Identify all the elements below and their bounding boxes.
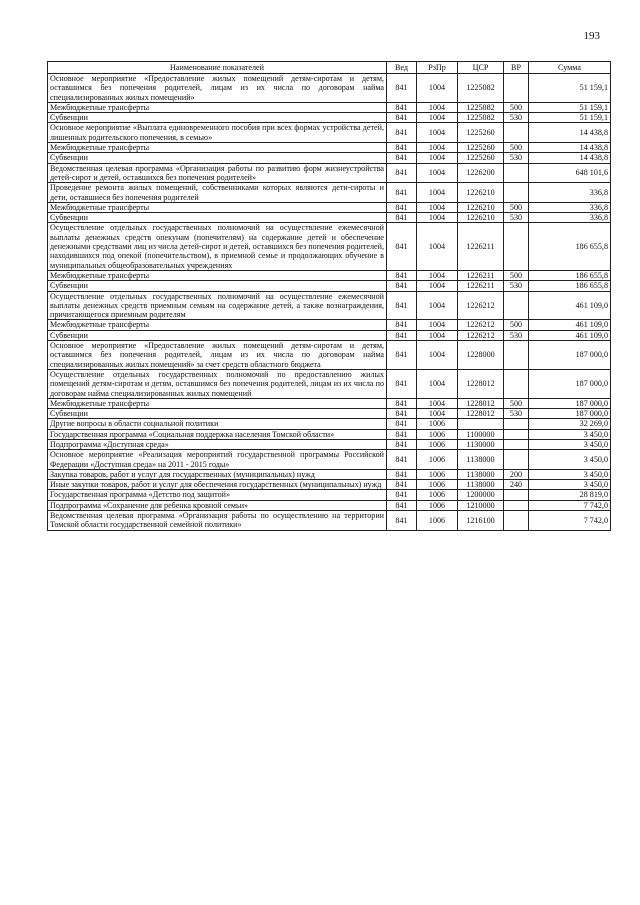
cell-csr: 1225260 xyxy=(458,123,504,143)
cell-rzpr: 1004 xyxy=(417,281,458,291)
cell-ved: 841 xyxy=(387,341,417,370)
cell-csr: 1225082 xyxy=(458,74,504,103)
cell-rzpr: 1004 xyxy=(417,270,458,280)
table-row xyxy=(48,202,611,212)
cell-ved: 841 xyxy=(387,153,417,163)
cell-rzpr: 1004 xyxy=(417,202,458,212)
cell-vr: 500 xyxy=(504,320,529,330)
cell-rzpr: 1006 xyxy=(417,480,458,490)
cell-ved: 841 xyxy=(387,163,417,183)
cell-ved: 841 xyxy=(387,74,417,103)
table-row xyxy=(48,439,611,449)
cell-ved: 841 xyxy=(387,369,417,398)
cell-ved: 841 xyxy=(387,419,417,429)
cell-name: Осуществление отдельных государственных полномочий по предоставлению жилых помещений детям-сиротам и детям, оставшимся без попечения родителей, лицам из их числа по договорам найма специализированных жилых помещений xyxy=(48,369,387,398)
cell-sum: 3 450,0 xyxy=(529,469,611,479)
cell-vr: 240 xyxy=(504,480,529,490)
cell-sum: 51 159,1 xyxy=(529,102,611,112)
cell-csr: 1200000 xyxy=(458,490,504,500)
cell-ved: 841 xyxy=(387,330,417,340)
cell-name: Подпрограмма «Сохранение для ребенка кровной семьи» xyxy=(48,500,387,510)
cell-vr xyxy=(504,500,529,510)
cell-vr xyxy=(504,419,529,429)
budget-table xyxy=(47,61,611,531)
cell-rzpr: 1004 xyxy=(417,163,458,183)
cell-sum: 186 655,8 xyxy=(529,281,611,291)
cell-vr: 500 xyxy=(504,398,529,408)
cell-ved: 841 xyxy=(387,469,417,479)
table-row xyxy=(48,500,611,510)
table-row xyxy=(48,74,611,103)
cell-rzpr: 1004 xyxy=(417,74,458,103)
cell-name: Субвенции xyxy=(48,213,387,223)
cell-csr: 1226210 xyxy=(458,213,504,223)
cell-sum: 14 438,8 xyxy=(529,143,611,153)
cell-ved: 841 xyxy=(387,429,417,439)
cell-name: Субвенции xyxy=(48,113,387,123)
table-row xyxy=(48,223,611,270)
cell-name: Субвенции xyxy=(48,281,387,291)
cell-name: Межбюджетные трансферты xyxy=(48,398,387,408)
header-name: Наименование показателей xyxy=(48,62,387,74)
cell-vr xyxy=(504,123,529,143)
cell-vr: 530 xyxy=(504,153,529,163)
cell-ved: 841 xyxy=(387,490,417,500)
cell-sum: 187 000,0 xyxy=(529,398,611,408)
cell-sum: 186 655,8 xyxy=(529,270,611,280)
table-row xyxy=(48,281,611,291)
cell-rzpr: 1006 xyxy=(417,419,458,429)
cell-name: Государственная программа «Детство под защитой» xyxy=(48,490,387,500)
header-rzpr: РзПр xyxy=(417,62,458,74)
cell-ved: 841 xyxy=(387,439,417,449)
table-row xyxy=(48,123,611,143)
cell-vr: 200 xyxy=(504,469,529,479)
cell-name: Субвенции xyxy=(48,153,387,163)
cell-csr: 1216100 xyxy=(458,511,504,531)
cell-vr: 500 xyxy=(504,270,529,280)
table-row xyxy=(48,113,611,123)
cell-sum: 187 000,0 xyxy=(529,341,611,370)
table-row xyxy=(48,480,611,490)
cell-rzpr: 1004 xyxy=(417,102,458,112)
table-row xyxy=(48,102,611,112)
cell-name: Основное мероприятие «Предоставление жилых помещений детям-сиротам и детям, оставшимся без попечения родителей, лицам из их числа по договорам найма специализированных жилых помещений» xyxy=(48,74,387,103)
cell-sum: 187 000,0 xyxy=(529,409,611,419)
table-row xyxy=(48,270,611,280)
cell-ved: 841 xyxy=(387,291,417,320)
cell-rzpr: 1006 xyxy=(417,511,458,531)
cell-rzpr: 1004 xyxy=(417,213,458,223)
table-row xyxy=(48,330,611,340)
table-row xyxy=(48,320,611,330)
cell-sum: 3 450,0 xyxy=(529,439,611,449)
cell-rzpr: 1004 xyxy=(417,123,458,143)
cell-name: Основное мероприятие «Выплата единовременного пособия при всех формах устройства детей, лишенных родительского попечения, в семью» xyxy=(48,123,387,143)
table-row xyxy=(48,143,611,153)
table-row xyxy=(48,511,611,531)
cell-csr: 1225082 xyxy=(458,113,504,123)
cell-rzpr: 1006 xyxy=(417,429,458,439)
cell-rzpr: 1006 xyxy=(417,490,458,500)
cell-csr: 1228000 xyxy=(458,341,504,370)
cell-name: Межбюджетные трансферты xyxy=(48,320,387,330)
cell-name: Основное мероприятие «Предоставление жилых помещений детям-сиротам и детям, оставшимся без попечения родителей, лицам из их числа по договорам найма специализированных жилых помещений» за счет средств областного бюджета xyxy=(48,341,387,370)
cell-csr: 1226212 xyxy=(458,291,504,320)
cell-sum: 336,8 xyxy=(529,202,611,212)
cell-vr xyxy=(504,429,529,439)
cell-csr: 1226200 xyxy=(458,163,504,183)
cell-csr: 1130000 xyxy=(458,439,504,449)
cell-name: Иные закупки товаров, работ и услуг для обеспечения государственных (муниципальных) нужд xyxy=(48,480,387,490)
cell-ved: 841 xyxy=(387,511,417,531)
cell-vr: 500 xyxy=(504,202,529,212)
table-row xyxy=(48,409,611,419)
cell-ved: 841 xyxy=(387,320,417,330)
cell-rzpr: 1006 xyxy=(417,469,458,479)
cell-vr xyxy=(504,511,529,531)
cell-rzpr: 1004 xyxy=(417,369,458,398)
cell-sum: 186 655,8 xyxy=(529,223,611,270)
table-row xyxy=(48,490,611,500)
cell-ved: 841 xyxy=(387,183,417,203)
cell-name: Осуществление отдельных государственных полномочий на осуществление ежемесячной выплаты денежных средств приемным семьям на содержание детей, а также вознаграждения, причитающегося приемным родителям xyxy=(48,291,387,320)
cell-sum: 14 438,8 xyxy=(529,123,611,143)
cell-sum: 648 101,6 xyxy=(529,163,611,183)
cell-ved: 841 xyxy=(387,202,417,212)
cell-ved: 841 xyxy=(387,102,417,112)
cell-sum: 461 109,0 xyxy=(529,330,611,340)
cell-vr: 530 xyxy=(504,113,529,123)
header-ved: Вед xyxy=(387,62,417,74)
cell-ved: 841 xyxy=(387,500,417,510)
cell-name: Субвенции xyxy=(48,330,387,340)
cell-rzpr: 1004 xyxy=(417,320,458,330)
cell-rzpr: 1004 xyxy=(417,223,458,270)
cell-rzpr: 1004 xyxy=(417,341,458,370)
cell-name: Субвенции xyxy=(48,409,387,419)
cell-sum: 3 450,0 xyxy=(529,480,611,490)
cell-name: Межбюджетные трансферты xyxy=(48,270,387,280)
table-row xyxy=(48,369,611,398)
cell-ved: 841 xyxy=(387,123,417,143)
header-row xyxy=(48,62,611,74)
cell-csr: 1225082 xyxy=(458,102,504,112)
cell-name: Осуществление отдельных государственных полномочий на осуществление ежемесячной выплаты денежных средств опекунам (попечителям) на содержание детей и обеспечение денежными средствами лиц из числа детей-сирот и детей, оставшихся без попечения родителей, находившихся под опекой (попечительством), в приемной семье и продолжающих обучение в муниципальных общеобразовательных учреждениях xyxy=(48,223,387,270)
cell-rzpr: 1004 xyxy=(417,409,458,419)
cell-name: Закупка товаров, работ и услуг для государственных (муниципальных) нужд xyxy=(48,469,387,479)
cell-ved: 841 xyxy=(387,409,417,419)
table-row xyxy=(48,183,611,203)
cell-rzpr: 1006 xyxy=(417,439,458,449)
cell-ved: 841 xyxy=(387,270,417,280)
cell-name: Межбюджетные трансферты xyxy=(48,102,387,112)
cell-rzpr: 1004 xyxy=(417,291,458,320)
cell-vr: 530 xyxy=(504,330,529,340)
cell-rzpr: 1004 xyxy=(417,183,458,203)
cell-sum: 32 269,0 xyxy=(529,419,611,429)
table-row xyxy=(48,291,611,320)
table-row xyxy=(48,213,611,223)
cell-vr xyxy=(504,450,529,470)
cell-csr: 1226210 xyxy=(458,202,504,212)
cell-csr: 1226211 xyxy=(458,281,504,291)
cell-sum: 28 819,0 xyxy=(529,490,611,500)
cell-name: Основное мероприятие «Реализация мероприятий государственной программы Российской Федерации «Доступная среда» на 2011 - 2015 годы» xyxy=(48,450,387,470)
cell-rzpr: 1004 xyxy=(417,330,458,340)
cell-rzpr: 1004 xyxy=(417,398,458,408)
header-vr: ВР xyxy=(504,62,529,74)
cell-vr xyxy=(504,291,529,320)
cell-csr xyxy=(458,419,504,429)
cell-vr xyxy=(504,183,529,203)
cell-csr: 1138000 xyxy=(458,480,504,490)
cell-rzpr: 1004 xyxy=(417,153,458,163)
cell-sum: 7 742,0 xyxy=(529,511,611,531)
cell-rzpr: 1004 xyxy=(417,143,458,153)
cell-csr: 1226211 xyxy=(458,223,504,270)
cell-sum: 461 109,0 xyxy=(529,291,611,320)
cell-csr: 1226211 xyxy=(458,270,504,280)
table-row xyxy=(48,341,611,370)
cell-rzpr: 1006 xyxy=(417,500,458,510)
cell-name: Другие вопросы в области социальной политики xyxy=(48,419,387,429)
cell-csr: 1226210 xyxy=(458,183,504,203)
cell-vr xyxy=(504,439,529,449)
cell-name: Межбюджетные трансферты xyxy=(48,143,387,153)
cell-csr: 1226212 xyxy=(458,330,504,340)
cell-sum: 3 450,0 xyxy=(529,429,611,439)
cell-ved: 841 xyxy=(387,113,417,123)
cell-ved: 841 xyxy=(387,281,417,291)
cell-sum: 7 742,0 xyxy=(529,500,611,510)
table-row xyxy=(48,469,611,479)
cell-name: Ведомственная целевая программа «Организация работы по осуществлению на территории Томской области государственной семейной политики» xyxy=(48,511,387,531)
cell-vr: 530 xyxy=(504,409,529,419)
cell-sum: 14 438,8 xyxy=(529,153,611,163)
cell-sum: 51 159,1 xyxy=(529,113,611,123)
cell-name: Межбюджетные трансферты xyxy=(48,202,387,212)
cell-rzpr: 1004 xyxy=(417,113,458,123)
table-row xyxy=(48,163,611,183)
cell-csr: 1228012 xyxy=(458,409,504,419)
page-number: 193 xyxy=(583,30,600,42)
cell-vr: 530 xyxy=(504,213,529,223)
cell-csr: 1226212 xyxy=(458,320,504,330)
cell-csr: 1138000 xyxy=(458,469,504,479)
cell-csr: 1225260 xyxy=(458,143,504,153)
table-row xyxy=(48,429,611,439)
cell-vr: 500 xyxy=(504,102,529,112)
cell-csr: 1100000 xyxy=(458,429,504,439)
cell-sum: 336,8 xyxy=(529,183,611,203)
cell-sum: 336,8 xyxy=(529,213,611,223)
table-row xyxy=(48,450,611,470)
header-csr: ЦСР xyxy=(458,62,504,74)
cell-vr: 530 xyxy=(504,281,529,291)
cell-ved: 841 xyxy=(387,398,417,408)
cell-csr: 1228012 xyxy=(458,398,504,408)
table-row xyxy=(48,153,611,163)
cell-vr xyxy=(504,74,529,103)
cell-sum: 187 000,0 xyxy=(529,369,611,398)
cell-rzpr: 1006 xyxy=(417,450,458,470)
cell-csr: 1138000 xyxy=(458,450,504,470)
cell-sum: 3 450,0 xyxy=(529,450,611,470)
cell-ved: 841 xyxy=(387,223,417,270)
cell-name: Подпрограмма «Доступная среда» xyxy=(48,439,387,449)
cell-sum: 51 159,1 xyxy=(529,74,611,103)
cell-csr: 1228012 xyxy=(458,369,504,398)
cell-vr xyxy=(504,223,529,270)
cell-ved: 841 xyxy=(387,450,417,470)
cell-csr: 1225260 xyxy=(458,153,504,163)
header-sum: Сумма xyxy=(529,62,611,74)
cell-name: Ведомственная целевая программа «Организация работы по развитию форм жизнеустройства детей-сирот и детей, оставшихся без попечения родителей» xyxy=(48,163,387,183)
cell-ved: 841 xyxy=(387,213,417,223)
cell-sum: 461 109,0 xyxy=(529,320,611,330)
cell-vr xyxy=(504,490,529,500)
cell-vr xyxy=(504,369,529,398)
cell-ved: 841 xyxy=(387,143,417,153)
table-row xyxy=(48,398,611,408)
cell-ved: 841 xyxy=(387,480,417,490)
table-row xyxy=(48,419,611,429)
cell-name: Проведение ремонта жилых помещений, собственниками которых являются дети-сироты и дети, оставшиеся без попечения родителей xyxy=(48,183,387,203)
cell-vr xyxy=(504,341,529,370)
cell-csr: 1210000 xyxy=(458,500,504,510)
cell-name: Государственная программа «Социальная поддержка населения Томской области» xyxy=(48,429,387,439)
cell-vr xyxy=(504,163,529,183)
cell-vr: 500 xyxy=(504,143,529,153)
